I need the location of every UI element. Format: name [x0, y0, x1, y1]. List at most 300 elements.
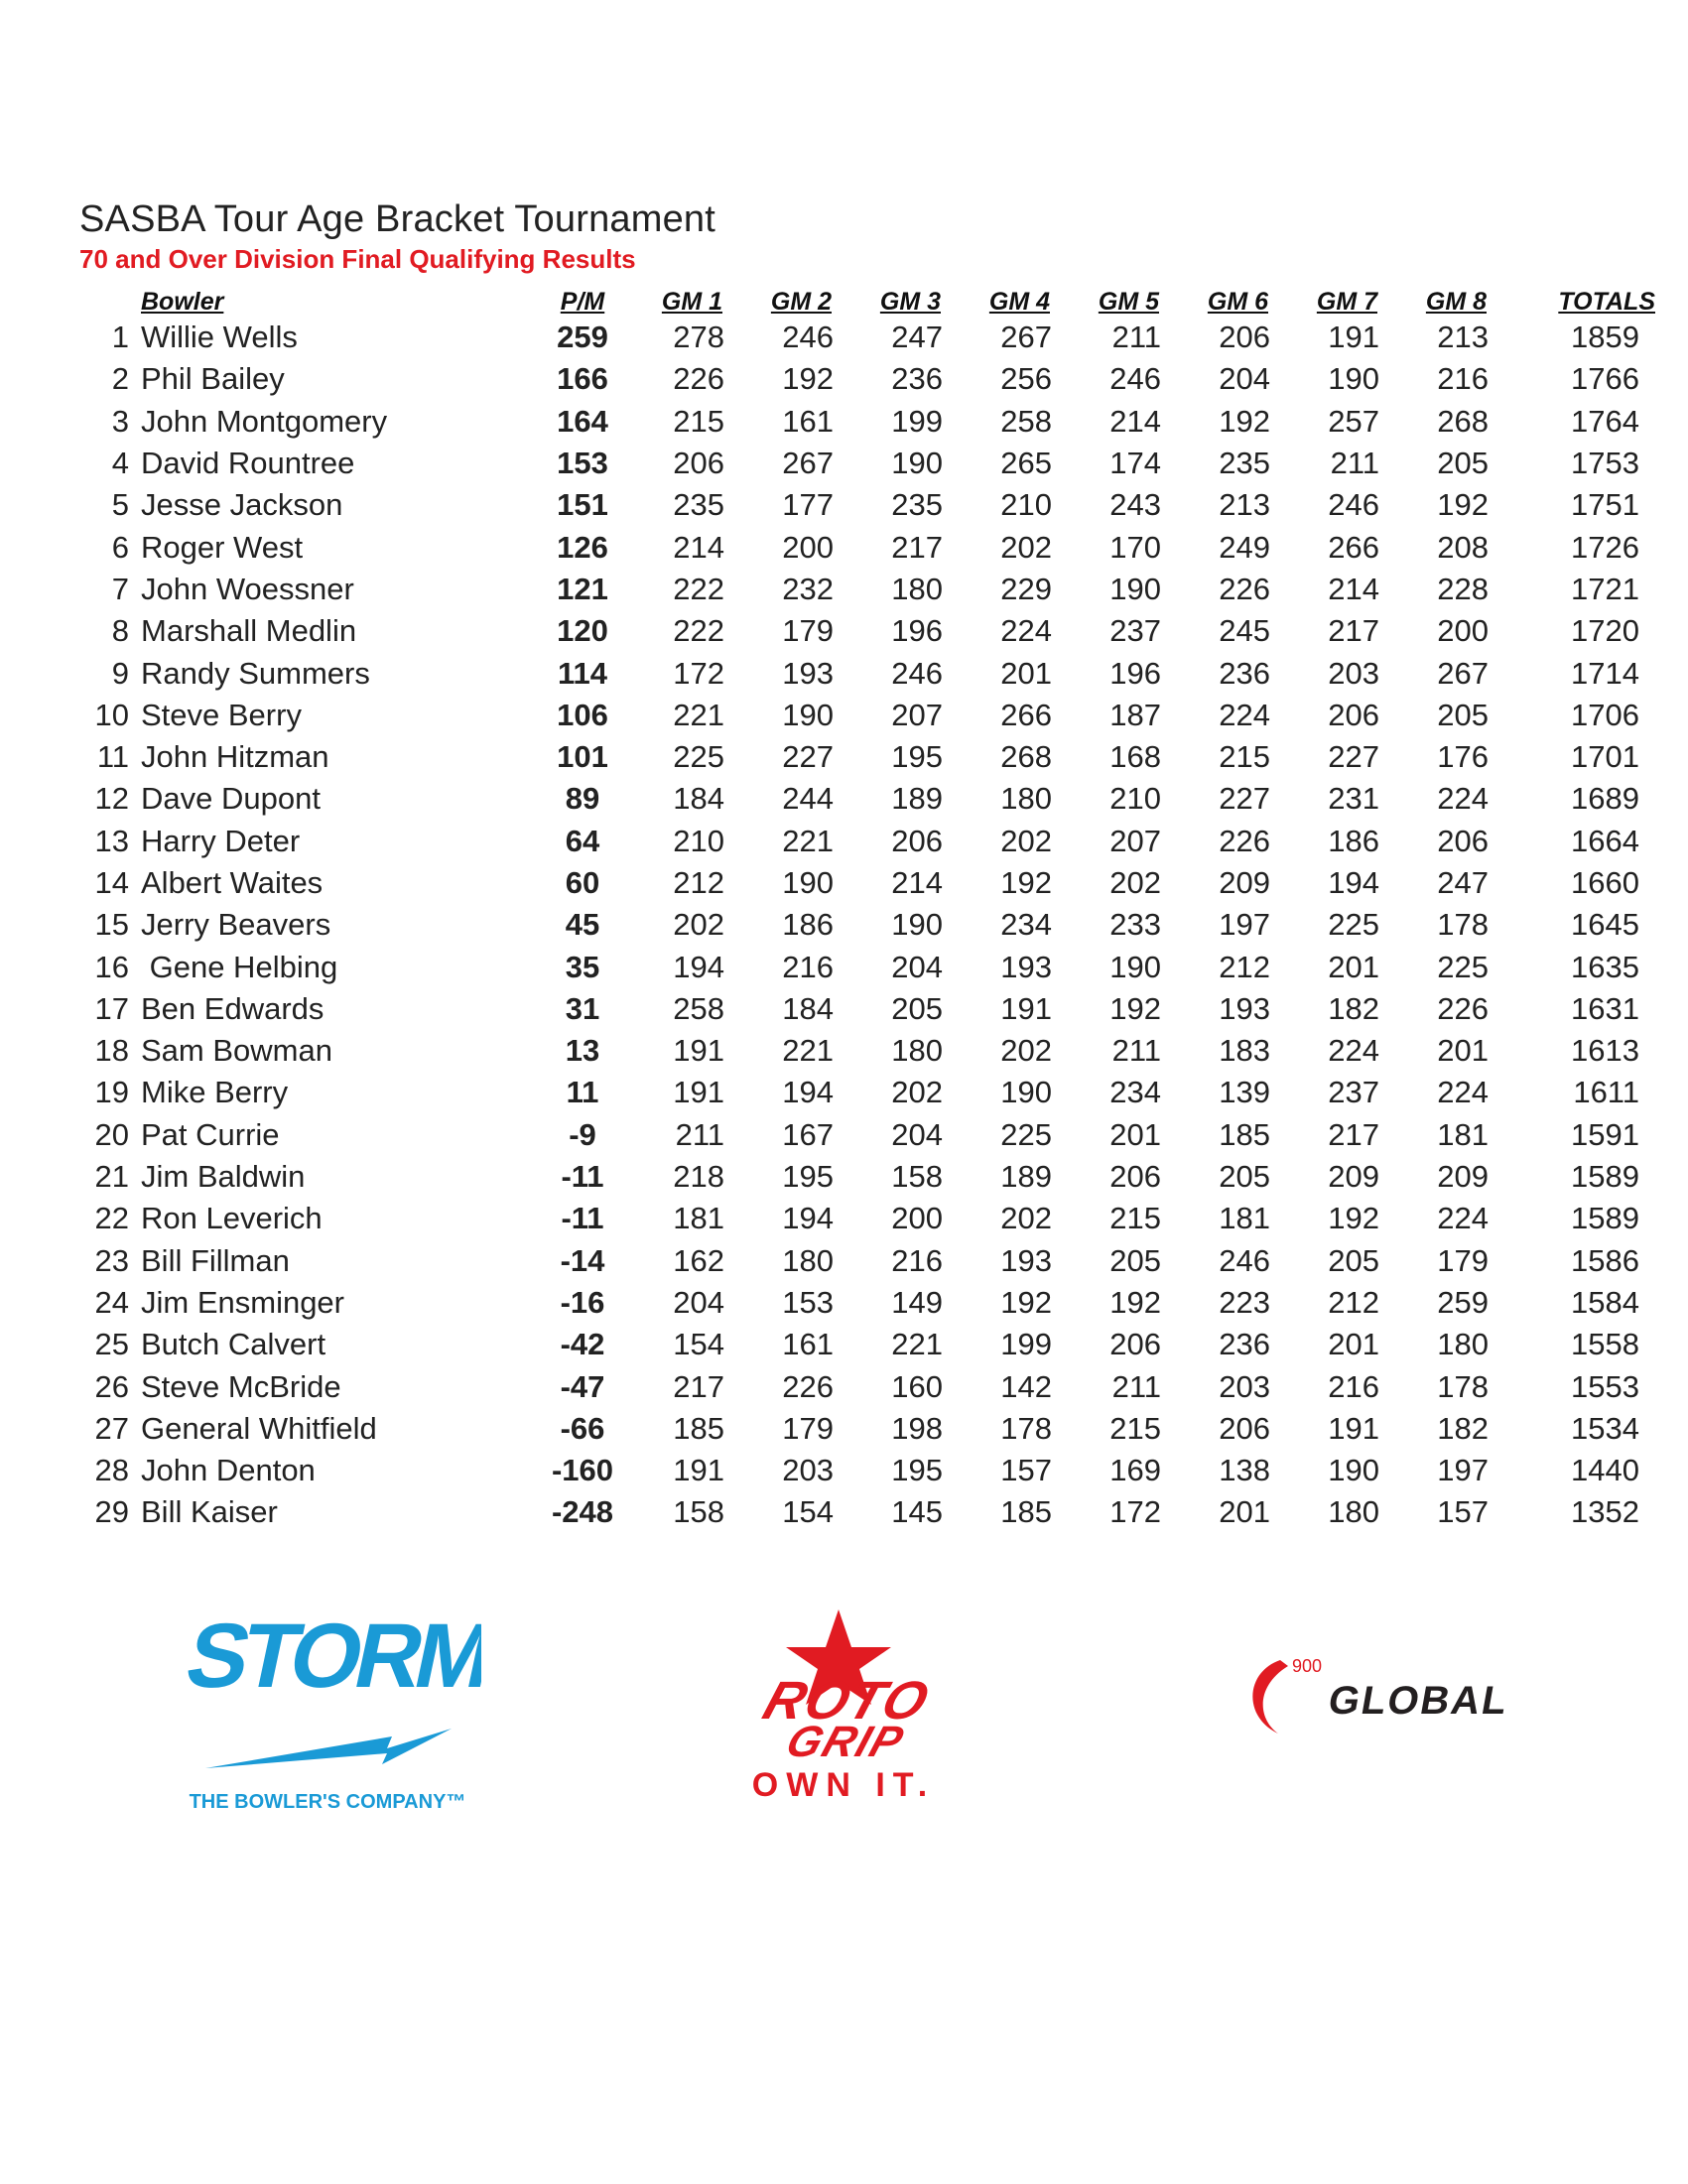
cell-gm2: 232: [782, 571, 834, 606]
cell-name: Harry Deter: [141, 823, 301, 858]
cell-gm6: 226: [1219, 571, 1270, 606]
cell-gm2: 190: [782, 865, 834, 900]
header-gm4: GM 4: [988, 288, 1050, 316]
cell-gm7: 246: [1328, 487, 1379, 523]
page-subtitle: 70 and Over Division Final Qualifying Results: [79, 244, 636, 274]
cell-total: 1589: [1571, 1159, 1639, 1195]
roto-grip-tagline: OWN IT.: [751, 1766, 936, 1804]
cell-gm2: 200: [782, 529, 834, 565]
cell-name: Mike Berry: [141, 1075, 289, 1110]
cell-gm7: 191: [1328, 1410, 1379, 1446]
cell-gm6: 224: [1219, 697, 1270, 732]
cell-gm3: 221: [891, 1327, 943, 1362]
cell-gm5: 206: [1109, 1159, 1161, 1195]
cell-gm7: 205: [1328, 1242, 1379, 1278]
cell-gm1: 215: [673, 403, 724, 439]
cell-gm8: 182: [1437, 1410, 1489, 1446]
cell-gm7: 206: [1328, 697, 1379, 732]
cell-gm6: 235: [1219, 446, 1270, 481]
table-row: [77, 1450, 1661, 1491]
900-global-swoosh-icon: [1252, 1660, 1288, 1734]
cell-rank: 14: [94, 865, 129, 900]
cell-gm2: 221: [782, 1033, 834, 1069]
cell-gm8: 228: [1437, 571, 1489, 606]
cell-pm: 101: [557, 739, 608, 775]
cell-gm6: 223: [1219, 1284, 1270, 1320]
cell-gm6: 203: [1219, 1368, 1270, 1404]
header-gm3: GM 3: [879, 288, 941, 316]
cell-rank: 22: [94, 1201, 129, 1236]
storm-logo: [184, 1588, 481, 1816]
cell-rank: 11: [96, 739, 129, 775]
cell-name: Marshall Medlin: [141, 613, 357, 649]
table-row: [77, 610, 1661, 652]
cell-gm7: 227: [1328, 739, 1379, 775]
cell-total: 1751: [1571, 487, 1639, 523]
cell-gm8: 200: [1437, 613, 1489, 649]
cell-gm4: 229: [1000, 571, 1052, 606]
cell-gm2: 227: [782, 739, 834, 775]
cell-name: Steve McBride: [141, 1368, 341, 1404]
cell-gm5: 205: [1109, 1242, 1161, 1278]
cell-total: 1631: [1571, 990, 1639, 1026]
cell-total: 1726: [1571, 529, 1639, 565]
cell-gm2: 186: [782, 907, 834, 943]
table-row: [77, 821, 1661, 862]
cell-rank: 19: [94, 1075, 129, 1110]
cell-rank: 10: [94, 697, 129, 732]
cell-gm4: 268: [1000, 739, 1052, 775]
cell-gm1: 158: [673, 1494, 724, 1530]
cell-gm4: 258: [1000, 403, 1052, 439]
table-row: [77, 862, 1661, 904]
cell-gm1: 162: [673, 1242, 724, 1278]
cell-gm5: 192: [1109, 990, 1161, 1026]
table-row: [77, 1491, 1661, 1533]
cell-rank: 12: [94, 781, 129, 817]
cell-gm3: 247: [891, 320, 943, 355]
cell-pm: -16: [560, 1284, 605, 1320]
cell-gm4: 210: [1000, 487, 1052, 523]
cell-gm7: 266: [1328, 529, 1379, 565]
cell-gm4: 190: [1000, 1075, 1052, 1110]
header-gm7: GM 7: [1316, 288, 1377, 316]
cell-gm7: 201: [1328, 1327, 1379, 1362]
cell-gm8: 179: [1437, 1242, 1489, 1278]
cell-gm3: 217: [891, 529, 943, 565]
cell-gm8: 201: [1437, 1033, 1489, 1069]
cell-gm4: 225: [1000, 1116, 1052, 1152]
cell-gm6: 236: [1219, 1327, 1270, 1362]
cell-gm7: 211: [1330, 446, 1379, 481]
cell-pm: -9: [569, 1116, 596, 1152]
cell-name: Phil Bailey: [141, 361, 285, 397]
cell-gm7: 190: [1328, 361, 1379, 397]
cell-pm: 45: [565, 907, 600, 943]
cell-gm5: 168: [1109, 739, 1161, 775]
cell-total: 1689: [1571, 781, 1639, 817]
cell-gm8: 178: [1437, 907, 1489, 943]
cell-gm1: 191: [673, 1453, 724, 1488]
cell-gm7: 217: [1328, 1116, 1379, 1152]
cell-gm4: 201: [1000, 655, 1052, 691]
header-gm8: GM 8: [1425, 288, 1487, 316]
cell-gm6: 139: [1219, 1075, 1270, 1110]
cell-rank: 23: [94, 1242, 129, 1278]
cell-pm: 151: [557, 487, 608, 523]
cell-pm: 60: [565, 865, 600, 900]
cell-gm5: 196: [1109, 655, 1161, 691]
table-row: [77, 1365, 1661, 1407]
cell-name: Willie Wells: [141, 320, 298, 355]
page-title: SASBA Tour Age Bracket Tournament: [79, 198, 716, 240]
cell-gm3: 236: [891, 361, 943, 397]
table-row: [77, 569, 1661, 610]
cell-gm8: 224: [1437, 1075, 1489, 1110]
cell-gm1: 202: [673, 907, 724, 943]
cell-gm5: 206: [1109, 1327, 1161, 1362]
table-row: [77, 1072, 1661, 1113]
cell-gm1: 225: [673, 739, 724, 775]
cell-gm3: 200: [891, 1201, 943, 1236]
cell-gm5: 187: [1109, 697, 1161, 732]
cell-gm1: 212: [673, 865, 724, 900]
cell-gm3: 196: [891, 613, 943, 649]
cell-gm2: 161: [782, 403, 834, 439]
cell-gm5: 233: [1109, 907, 1161, 943]
cell-gm8: 206: [1437, 823, 1489, 858]
cell-gm2: 194: [782, 1075, 834, 1110]
header-pm: P/M: [560, 288, 605, 316]
cell-gm3: 205: [891, 990, 943, 1026]
cell-total: 1586: [1571, 1242, 1639, 1278]
cell-gm8: 178: [1437, 1368, 1489, 1404]
cell-gm4: 256: [1000, 361, 1052, 397]
cell-gm4: 157: [1000, 1453, 1052, 1488]
cell-gm5: 211: [1111, 1368, 1161, 1404]
cell-gm2: 267: [782, 446, 834, 481]
cell-rank: 17: [94, 990, 129, 1026]
cell-rank: 1: [111, 320, 129, 355]
cell-total: 1701: [1571, 739, 1639, 775]
cell-gm1: 278: [673, 320, 724, 355]
cell-gm4: 193: [1000, 949, 1052, 984]
cell-gm7: 180: [1328, 1494, 1379, 1530]
cell-gm8: 226: [1437, 990, 1489, 1026]
cell-rank: 5: [111, 487, 129, 523]
cell-total: 1558: [1571, 1327, 1639, 1362]
cell-gm8: 181: [1437, 1116, 1489, 1152]
cell-gm6: 212: [1219, 949, 1270, 984]
cell-gm4: 185: [1000, 1494, 1052, 1530]
cell-name: Ron Leverich: [141, 1201, 323, 1236]
cell-name: Jim Baldwin: [141, 1159, 306, 1195]
cell-gm8: 224: [1437, 781, 1489, 817]
cell-gm4: 192: [1000, 1284, 1052, 1320]
cell-gm1: 184: [673, 781, 724, 817]
cell-name: Steve Berry: [141, 697, 302, 732]
cell-gm1: 222: [673, 571, 724, 606]
table-row: [77, 652, 1661, 694]
roto-grip-line2: GRIP: [780, 1717, 912, 1766]
storm-wordmark: STORM: [184, 1604, 481, 1707]
cell-pm: -14: [560, 1242, 605, 1278]
cell-gm8: 268: [1437, 403, 1489, 439]
table-row: [77, 317, 1661, 358]
table-row: [77, 778, 1661, 820]
roto-grip-line1: ROTO: [756, 1670, 938, 1731]
cell-pm: 126: [557, 529, 608, 565]
cell-gm6: 246: [1219, 1242, 1270, 1278]
cell-name: Butch Calvert: [141, 1327, 326, 1362]
roto-grip-logo: [665, 1607, 1022, 1806]
cell-gm6: 197: [1219, 907, 1270, 943]
cell-gm2: 177: [782, 487, 834, 523]
cell-rank: 21: [94, 1159, 129, 1195]
cell-gm5: 214: [1109, 403, 1161, 439]
cell-gm1: 191: [673, 1033, 724, 1069]
cell-gm4: 193: [1000, 1242, 1052, 1278]
cell-total: 1721: [1571, 571, 1639, 606]
cell-gm4: 202: [1000, 529, 1052, 565]
cell-pm: 120: [557, 613, 608, 649]
cell-name: Roger West: [141, 529, 304, 565]
cell-rank: 7: [111, 571, 129, 606]
cell-rank: 4: [111, 446, 129, 481]
cell-gm3: 195: [891, 739, 943, 775]
cell-gm4: 266: [1000, 697, 1052, 732]
cell-gm6: 183: [1219, 1033, 1270, 1069]
cell-name: Jim Ensminger: [141, 1284, 344, 1320]
cell-pm: 106: [557, 697, 608, 732]
storm-tagline: THE BOWLER'S COMPANY™: [189, 1791, 466, 1813]
table-row: [77, 1030, 1661, 1072]
cell-gm6: 227: [1219, 781, 1270, 817]
cell-gm2: 180: [782, 1242, 834, 1278]
cell-pm: 35: [565, 949, 600, 984]
cell-name: Dave Dupont: [141, 781, 321, 817]
cell-gm6: 138: [1219, 1453, 1270, 1488]
cell-gm3: 235: [891, 487, 943, 523]
storm-lightning-bolt: [205, 1729, 452, 1768]
cell-gm5: 170: [1109, 529, 1161, 565]
cell-gm5: 174: [1109, 446, 1161, 481]
cell-gm6: 205: [1219, 1159, 1270, 1195]
table-row: [77, 401, 1661, 443]
cell-gm5: 237: [1109, 613, 1161, 649]
header-rank: [77, 281, 129, 317]
cell-total: 1584: [1571, 1284, 1639, 1320]
results-table: [77, 281, 1661, 1534]
cell-gm3: 180: [891, 1033, 943, 1069]
cell-total: 1589: [1571, 1201, 1639, 1236]
cell-gm5: 243: [1109, 487, 1161, 523]
cell-name: Jerry Beavers: [141, 907, 331, 943]
cell-gm7: 186: [1328, 823, 1379, 858]
cell-gm7: 224: [1328, 1033, 1379, 1069]
cell-gm4: 189: [1000, 1159, 1052, 1195]
header-gm2: GM 2: [770, 288, 832, 316]
cell-gm8: 176: [1437, 739, 1489, 775]
cell-total: 1553: [1571, 1368, 1639, 1404]
cell-gm7: 225: [1328, 907, 1379, 943]
cell-gm3: 246: [891, 655, 943, 691]
cell-gm1: 204: [673, 1284, 724, 1320]
cell-gm8: 205: [1437, 446, 1489, 481]
table-header-row: [77, 281, 1661, 317]
cell-gm6: 209: [1219, 865, 1270, 900]
cell-gm6: 201: [1219, 1494, 1270, 1530]
cell-total: 1591: [1571, 1116, 1639, 1152]
header-bowler: Bowler: [141, 288, 224, 316]
cell-name: General Whitfield: [141, 1410, 377, 1446]
table-row: [77, 1282, 1661, 1324]
cell-gm3: 190: [891, 446, 943, 481]
cell-gm1: 226: [673, 361, 724, 397]
cell-gm3: 214: [891, 865, 943, 900]
900-global-logo: [1240, 1642, 1568, 1751]
cell-gm4: 265: [1000, 446, 1052, 481]
cell-gm1: 222: [673, 613, 724, 649]
cell-gm5: 215: [1109, 1201, 1161, 1236]
cell-gm7: 212: [1328, 1284, 1379, 1320]
table-row: [77, 1114, 1661, 1156]
cell-gm5: 172: [1109, 1494, 1161, 1530]
cell-name: Albert Waites: [141, 865, 324, 900]
cell-name: Bill Fillman: [141, 1242, 290, 1278]
cell-gm1: 211: [675, 1116, 724, 1152]
cell-pm: 31: [565, 990, 600, 1026]
cell-total: 1859: [1571, 320, 1639, 355]
cell-gm4: 202: [1000, 823, 1052, 858]
cell-gm5: 211: [1111, 320, 1161, 355]
cell-gm2: 192: [782, 361, 834, 397]
cell-pm: -42: [560, 1327, 605, 1362]
cell-gm4: 192: [1000, 865, 1052, 900]
cell-gm5: 169: [1109, 1453, 1161, 1488]
header-gm1: GM 1: [661, 288, 722, 316]
cell-gm3: 202: [891, 1075, 943, 1110]
cell-name: John Woessner: [141, 571, 354, 606]
cell-pm: 166: [557, 361, 608, 397]
cell-gm1: 172: [673, 655, 724, 691]
cell-gm3: 158: [891, 1159, 943, 1195]
cell-gm6: 226: [1219, 823, 1270, 858]
cell-name: John Montgomery: [141, 403, 388, 439]
table-row: [77, 946, 1661, 987]
cell-gm2: 190: [782, 697, 834, 732]
cell-gm3: 206: [891, 823, 943, 858]
cell-name: Randy Summers: [141, 655, 370, 691]
cell-gm6: 206: [1219, 320, 1270, 355]
cell-gm8: 259: [1437, 1284, 1489, 1320]
cell-gm5: 192: [1109, 1284, 1161, 1320]
cell-name: Jesse Jackson: [141, 487, 343, 523]
cell-total: 1645: [1571, 907, 1639, 943]
cell-rank: 3: [111, 403, 129, 439]
table-row: [77, 1324, 1661, 1365]
cell-pm: 11: [566, 1075, 599, 1110]
900-global-prefix: 900: [1292, 1656, 1323, 1676]
cell-pm: 153: [557, 446, 608, 481]
cell-gm6: 193: [1219, 990, 1270, 1026]
cell-total: 1766: [1571, 361, 1639, 397]
cell-gm3: 204: [891, 1116, 943, 1152]
cell-total: 1720: [1571, 613, 1639, 649]
cell-gm8: 216: [1437, 361, 1489, 397]
cell-gm8: 197: [1437, 1453, 1489, 1488]
cell-gm6: 181: [1219, 1201, 1270, 1236]
cell-gm1: 154: [673, 1327, 724, 1362]
cell-gm1: 258: [673, 990, 724, 1026]
cell-gm1: 235: [673, 487, 724, 523]
cell-total: 1664: [1571, 823, 1639, 858]
cell-total: 1611: [1573, 1075, 1639, 1110]
cell-rank: 2: [111, 361, 129, 397]
table-row: [77, 443, 1661, 484]
cell-name: Gene Helbing: [141, 949, 338, 984]
cell-gm4: 180: [1000, 781, 1052, 817]
cell-gm3: 180: [891, 571, 943, 606]
cell-total: 1613: [1571, 1033, 1639, 1069]
cell-rank: 20: [94, 1116, 129, 1152]
cell-rank: 25: [94, 1327, 129, 1362]
cell-gm7: 257: [1328, 403, 1379, 439]
cell-name: John Hitzman: [141, 739, 329, 775]
cell-gm3: 198: [891, 1410, 943, 1446]
table-row: [77, 358, 1661, 400]
cell-gm6: 236: [1219, 655, 1270, 691]
cell-gm5: 202: [1109, 865, 1161, 900]
cell-pm: 121: [557, 571, 608, 606]
cell-pm: -160: [551, 1453, 614, 1488]
cell-gm7: 201: [1328, 949, 1379, 984]
cell-gm2: 179: [782, 613, 834, 649]
cell-gm2: 154: [782, 1494, 834, 1530]
cell-name: John Denton: [141, 1453, 316, 1488]
cell-pm: 64: [565, 823, 600, 858]
cell-gm4: 142: [1000, 1368, 1052, 1404]
cell-gm2: 153: [782, 1284, 834, 1320]
cell-gm5: 211: [1111, 1033, 1161, 1069]
cell-gm5: 215: [1109, 1410, 1161, 1446]
cell-gm1: 217: [673, 1368, 724, 1404]
cell-gm2: 221: [782, 823, 834, 858]
cell-gm5: 210: [1109, 781, 1161, 817]
cell-gm8: 192: [1437, 487, 1489, 523]
cell-gm7: 192: [1328, 1201, 1379, 1236]
cell-gm5: 234: [1109, 1075, 1161, 1110]
cell-gm3: 216: [891, 1242, 943, 1278]
cell-gm6: 192: [1219, 403, 1270, 439]
cell-gm2: 184: [782, 990, 834, 1026]
cell-gm1: 210: [673, 823, 724, 858]
table-row: [77, 736, 1661, 778]
cell-pm: 13: [565, 1033, 600, 1069]
results-body: [77, 317, 1661, 1534]
cell-gm2: 203: [782, 1453, 834, 1488]
cell-name: David Rountree: [141, 446, 355, 481]
cell-gm6: 215: [1219, 739, 1270, 775]
cell-gm7: 203: [1328, 655, 1379, 691]
cell-gm4: 199: [1000, 1327, 1052, 1362]
cell-gm4: 267: [1000, 320, 1052, 355]
cell-gm8: 180: [1437, 1327, 1489, 1362]
cell-rank: 6: [111, 529, 129, 565]
cell-gm5: 246: [1109, 361, 1161, 397]
cell-gm7: 214: [1328, 571, 1379, 606]
cell-gm5: 201: [1109, 1116, 1161, 1152]
